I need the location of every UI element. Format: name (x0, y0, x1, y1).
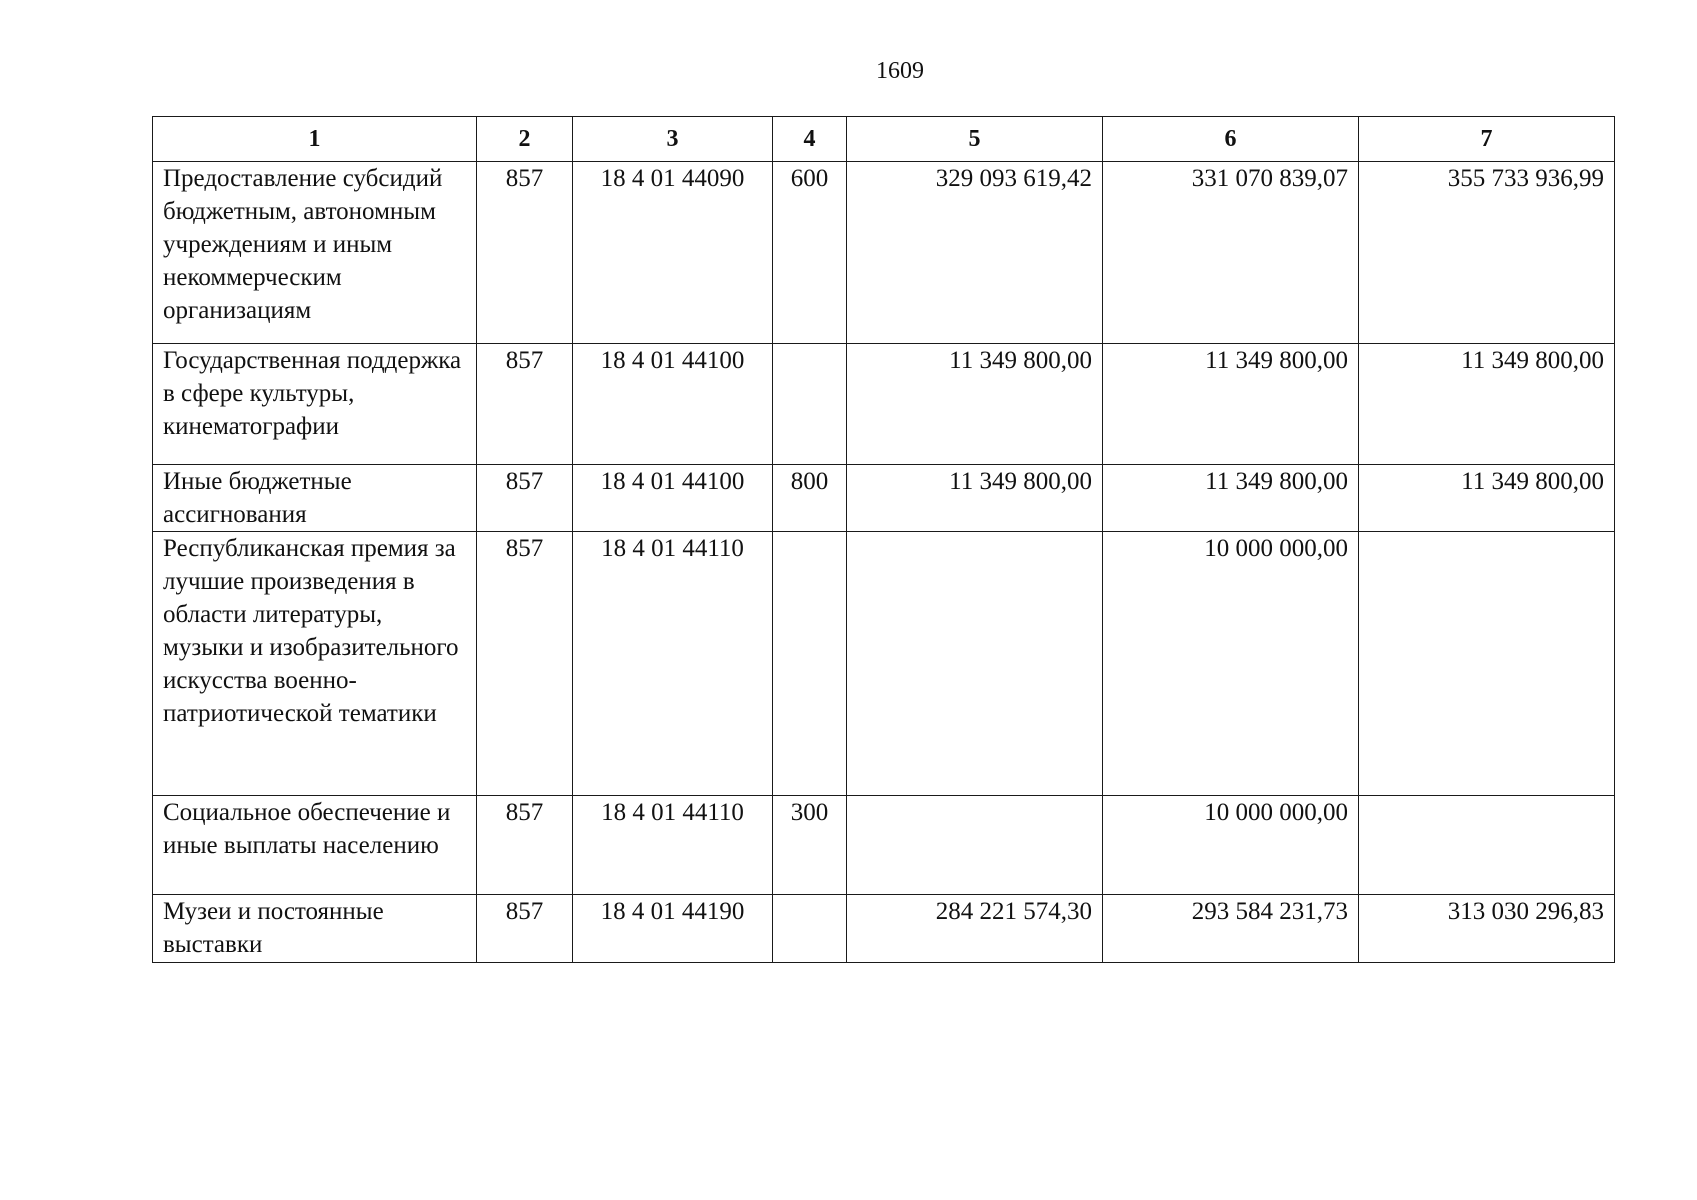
row-amount-col7: 313 030 296,83 (1359, 895, 1615, 963)
row-ministry-code: 857 (477, 895, 573, 963)
row-amount-col6: 11 349 800,00 (1103, 344, 1359, 465)
row-name: Социальное обеспечение и иные выплаты населению (153, 796, 477, 895)
row-amount-col5 (847, 796, 1103, 895)
row-amount-col5: 329 093 619,42 (847, 162, 1103, 344)
row-expense-kind: 300 (773, 796, 847, 895)
row-amount-col6: 11 349 800,00 (1103, 465, 1359, 532)
row-amount-col6: 331 070 839,07 (1103, 162, 1359, 344)
table-row (153, 162, 1615, 344)
table-row (153, 796, 1615, 895)
row-ministry-code: 857 (477, 162, 573, 344)
row-expense-kind: 800 (773, 465, 847, 532)
table-row (153, 532, 1615, 796)
row-target-code: 18 4 01 44190 (573, 895, 773, 963)
column-header-4: 4 (773, 117, 847, 162)
row-amount-col7: 11 349 800,00 (1359, 344, 1615, 465)
row-ministry-code: 857 (477, 532, 573, 796)
row-amount-col7: 11 349 800,00 (1359, 465, 1615, 532)
row-expense-kind (773, 895, 847, 963)
row-target-code: 18 4 01 44090 (573, 162, 773, 344)
column-header-2: 2 (477, 117, 573, 162)
row-name: Музеи и постоянные выставки (153, 895, 477, 963)
row-amount-col7 (1359, 532, 1615, 796)
row-name: Республиканская премия за лучшие произведения в области литературы, музыки и изобразительного искусства военно-патриотической тематики (153, 532, 477, 796)
row-name: Предоставление субсидий бюджетным, автономным учреждениям и иным некоммерческим организациям (153, 162, 477, 344)
table-row (153, 465, 1615, 532)
row-amount-col5: 284 221 574,30 (847, 895, 1103, 963)
row-ministry-code: 857 (477, 465, 573, 532)
row-target-code: 18 4 01 44100 (573, 465, 773, 532)
column-header-1: 1 (153, 117, 477, 162)
row-amount-col6: 293 584 231,73 (1103, 895, 1359, 963)
row-expense-kind (773, 532, 847, 796)
column-header-7: 7 (1359, 117, 1615, 162)
row-amount-col7 (1359, 796, 1615, 895)
row-expense-kind: 600 (773, 162, 847, 344)
row-target-code: 18 4 01 44110 (573, 532, 773, 796)
row-name: Иные бюджетные ассигнования (153, 465, 477, 532)
column-header-3: 3 (573, 117, 773, 162)
column-header-5: 5 (847, 117, 1103, 162)
row-amount-col7: 355 733 936,99 (1359, 162, 1615, 344)
column-header-6: 6 (1103, 117, 1359, 162)
table-row (153, 895, 1615, 963)
row-amount-col5 (847, 532, 1103, 796)
budget-table (152, 116, 1615, 963)
page-number: 1609 (876, 58, 924, 84)
row-ministry-code: 857 (477, 344, 573, 465)
row-target-code: 18 4 01 44100 (573, 344, 773, 465)
table-row (153, 344, 1615, 465)
row-amount-col5: 11 349 800,00 (847, 465, 1103, 532)
row-expense-kind (773, 344, 847, 465)
row-amount-col6: 10 000 000,00 (1103, 796, 1359, 895)
table-header-row (153, 117, 1615, 162)
row-amount-col5: 11 349 800,00 (847, 344, 1103, 465)
row-amount-col6: 10 000 000,00 (1103, 532, 1359, 796)
row-ministry-code: 857 (477, 796, 573, 895)
row-name: Государственная поддержка в сфере культуры, кинематографии (153, 344, 477, 465)
row-target-code: 18 4 01 44110 (573, 796, 773, 895)
